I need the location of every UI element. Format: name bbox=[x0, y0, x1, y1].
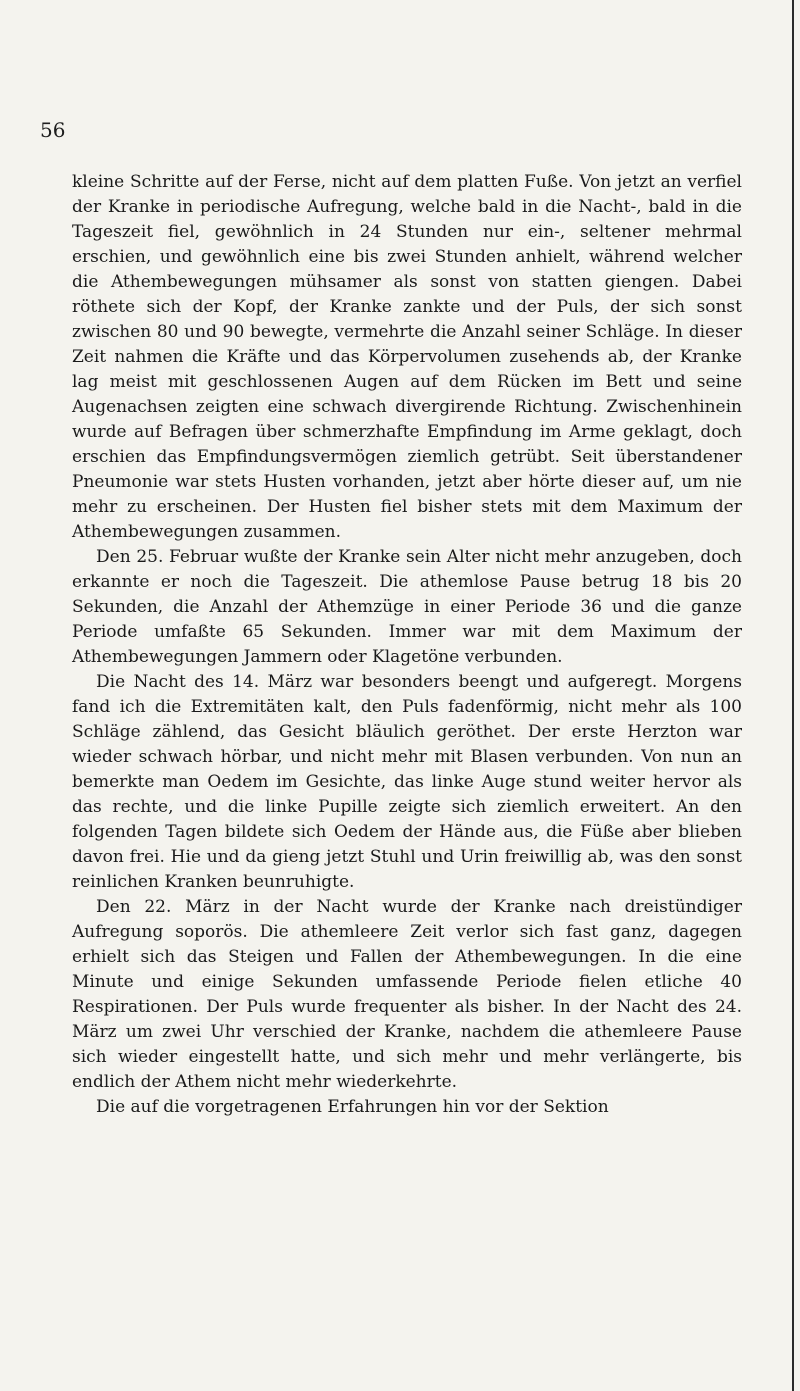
page-number: 56 bbox=[40, 118, 66, 142]
paragraph-3: Die Nacht des 14. März war besonders beengt und aufgeregt. Morgens fand ich die Extremitäten kalt, den Puls fadenförmig, nicht mehr als 100 Schläge zählend, das Gesicht bläulich geröthet. Der erste Herzton war wieder schwach hörbar, und nicht mehr mit Blasen verbunden. Von nun an bemerkte man Oedem im Gesichte, das linke Auge stund weiter hervor als das rechte, und die linke Pupille zeigte sich ziemlich erweitert. An den folgenden Tagen bildete sich Oedem der Hände aus, die Füße aber blieben davon frei. Hie und da gieng jetzt Stuhl und Urin freiwillig ab, was den sonst reinlichen Kranken beunruhigte. bbox=[72, 672, 742, 892]
paragraph-1: kleine Schritte auf der Ferse, nicht auf dem platten Fuße. Von jetzt an verfiel der Kranke in periodische Aufregung, welche bald in die Nacht-, bald in die Tageszeit fiel, gewöhnlich in 24 Stunden nur ein-, seltener mehrmal erschien, und gewöhnlich eine bis zwei Stunden anhielt, während welcher die Athembewegungen mühsamer als sonst von statten giengen. Dabei röthete sich der Kopf, der Kranke zankte und der Puls, der sich sonst zwischen 80 und 90 bewegte, vermehrte die Anzahl seiner Schläge. In dieser Zeit nahmen die Kräfte und das Körpervolumen zusehends ab, der Kranke lag meist mit geschlossenen Augen auf dem Rücken im Bett und seine Augenachsen zeigten eine schwach divergirende Richtung. Zwischenhinein wurde auf Befragen über schmerzhafte Empfindung im Arme geklagt, doch erschien das Empfindungsvermögen ziemlich getrübt. Seit überstandener Pneumonie war stets Husten vorhanden, jetzt aber hörte dieser auf, um nie mehr zu erscheinen. Der Husten fiel bisher stets mit dem Maximum der Athembewegungen zusammen. bbox=[72, 172, 742, 542]
body-text bbox=[72, 170, 742, 1120]
paragraph-2: Den 25. Februar wußte der Kranke sein Alter nicht mehr anzugeben, doch erkannte er noch die Tageszeit. Die athemlose Pause betrug 18 bis 20 Sekunden, die Anzahl der Athemzüge in einer Periode 36 und die ganze Periode umfaßte 65 Sekunden. Immer war mit dem Maximum der Athembewegungen Jammern oder Klagetöne verbunden. bbox=[72, 547, 742, 667]
paragraph-5: Die auf die vorgetragenen Erfahrungen hin vor der Sektion bbox=[96, 1097, 609, 1117]
paragraph-4: Den 22. März in der Nacht wurde der Kranke nach dreistündiger Aufregung soporös. Die athemleere Zeit verlor sich fast ganz, dagegen erhielt sich das Steigen und Fallen der Athembewegungen. In die eine Minute und einige Sekunden umfassende Periode fielen etliche 40 Respirationen. Der Puls wurde frequenter als bisher. In der Nacht des 24. März um zwei Uhr verschied der Kranke, nachdem die athemleere Pause sich wieder eingestellt hatte, und sich mehr und mehr verlängerte, bis endlich der Athem nicht mehr wiederkehrte. bbox=[72, 897, 742, 1092]
page-edge-line bbox=[792, 0, 794, 1391]
